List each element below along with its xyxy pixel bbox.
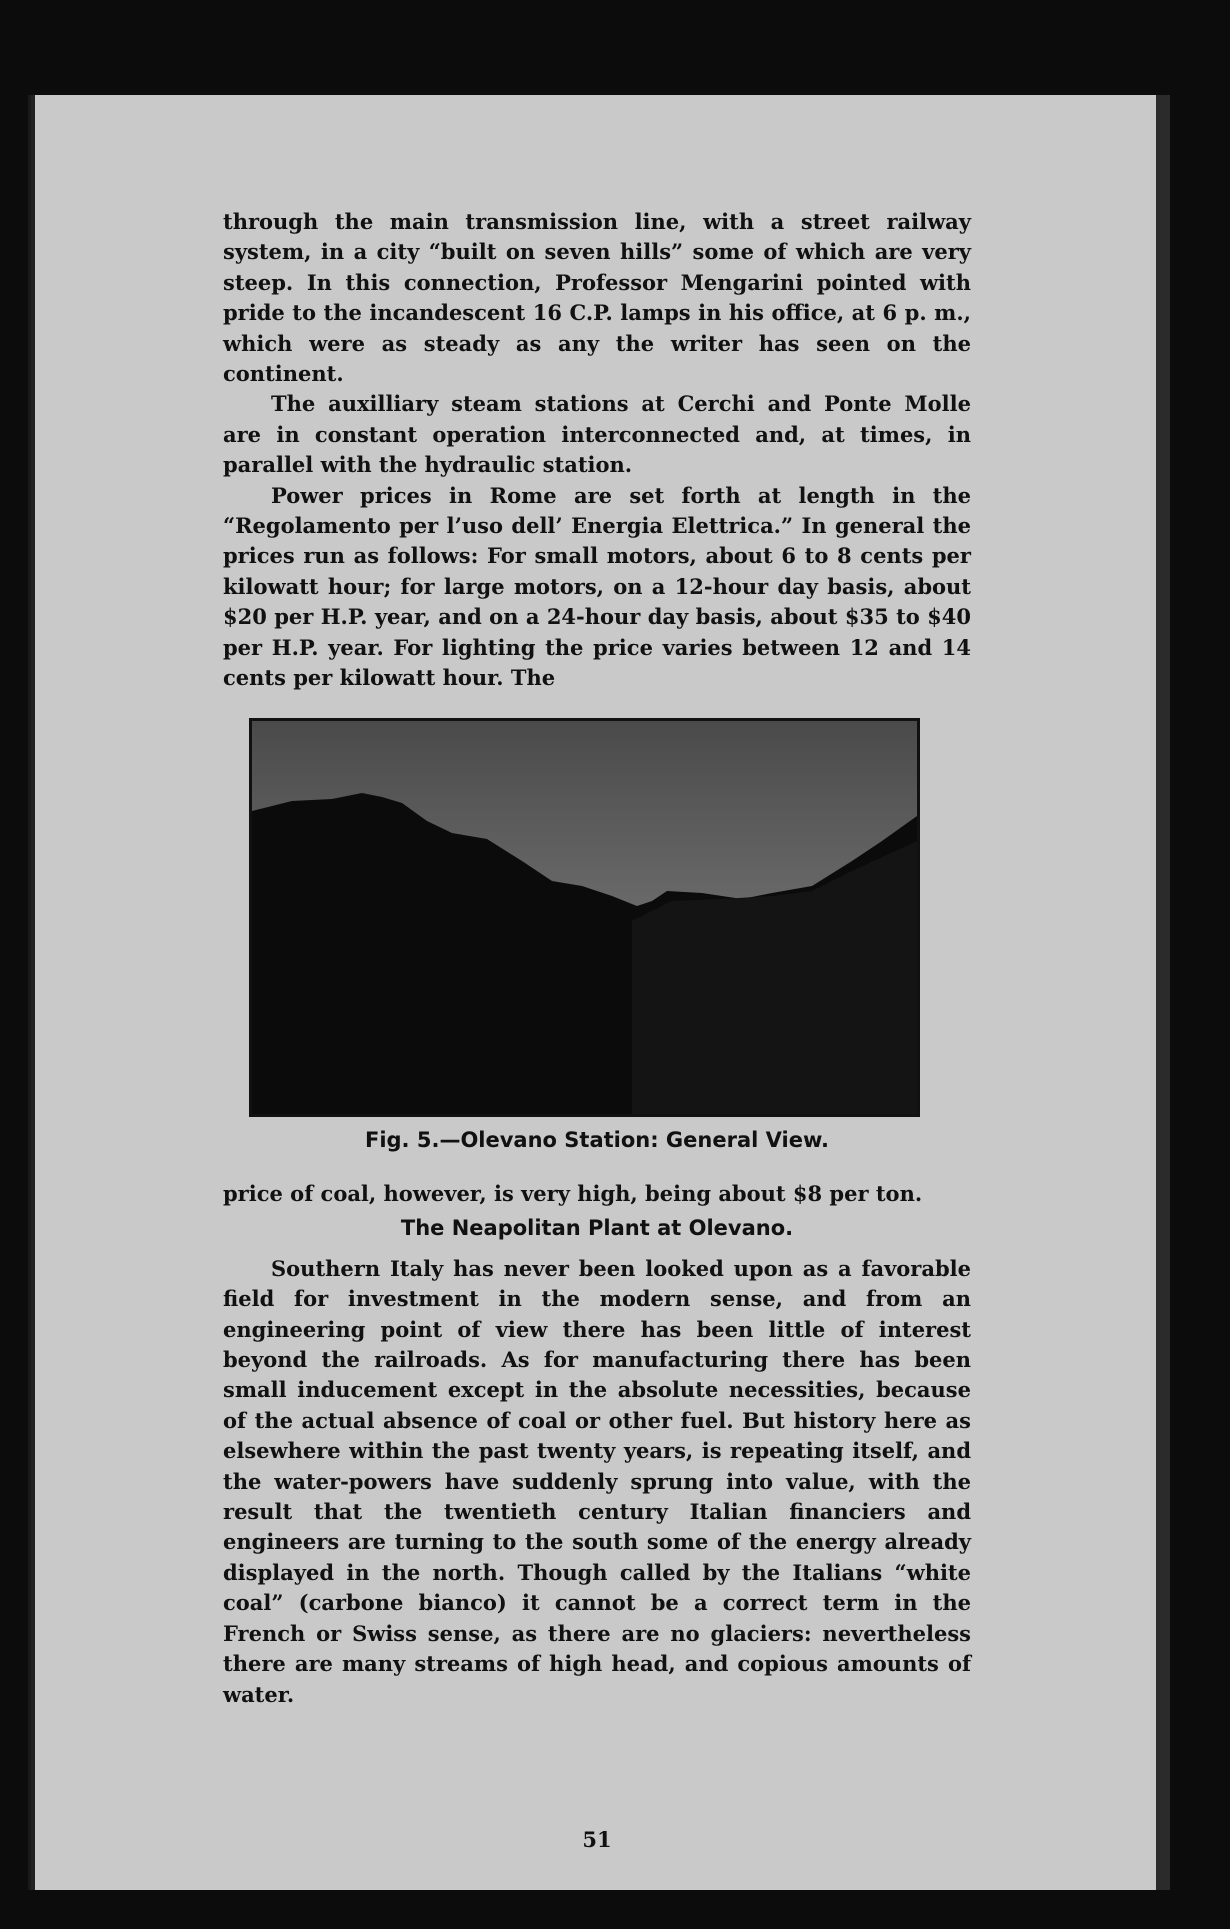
section-heading: The Neapolitan Plant at Olevano. [400,1216,794,1241]
bottom-text-block [223,1179,971,1710]
book-page [28,95,1156,1890]
paragraph-continuation: through the main transmission line, with a street railway system, in a city “built on seven hills” some of which are very steep. In this connection, Professor Mengarini pointed with pride to the incandescent 16 C.P. lamps in his office, at 6 p. m., which were as steady as any the writer has seen on the continent. [223,209,971,387]
top-text-block [223,207,971,694]
paragraph-southern-italy: Southern Italy has never been looked upon as a favorable field for investment in the modern sense, and from an engineering point of view there has been little of interest beyond the railroads. As for manufacturing there has been small inducement except in the absolute necessities, because of the actual absence of coal or other fuel. But history here as elsewhere within the past twenty years, is repeating itself, and the water-powers have suddenly sprung into value, with the result that the twentieth century Italian financiers and engineers are turning to the south some of the energy already displayed in the north. Though called by the Italians “white coal” (carbone bianco) it cannot be a correct term in the French or Swiss sense, as there are no glaciers: nevertheless there are many streams of high head, and copious amounts of water. [223,1255,971,1707]
figure-photograph [249,718,920,1117]
paragraph-steam-stations: The auxilliary steam stations at Cerchi and Ponte Molle are in constant operation interconnected and, at times, in parallel with the hydraulic station. [223,391,971,478]
page-edge [1156,95,1170,1890]
paragraph-coal-price: price of coal, however, is very high, being about $8 per ton. [223,1181,923,1206]
gutter-line [31,95,35,1890]
paragraph-power-prices: Power prices in Rome are set forth at length in the “Regolamento per l’uso dell’ Energia Elettrica.” In general the prices run as follows: For small motors, about 6 to 8 cents per kilowatt hour; for large motors, on a 12-hour day basis, about $20 per H.P. year, and on a 24-hour day basis, about $35 to $40 per H.P. year. For lighting the price varies between 12 and 14 cents per kilowatt hour. The [223,482,971,691]
photo-mountain-landscape [252,721,917,1114]
figure-caption: Fig. 5.—Olevano Station: General View. [364,1128,830,1152]
page-number: 51 [582,1827,612,1852]
